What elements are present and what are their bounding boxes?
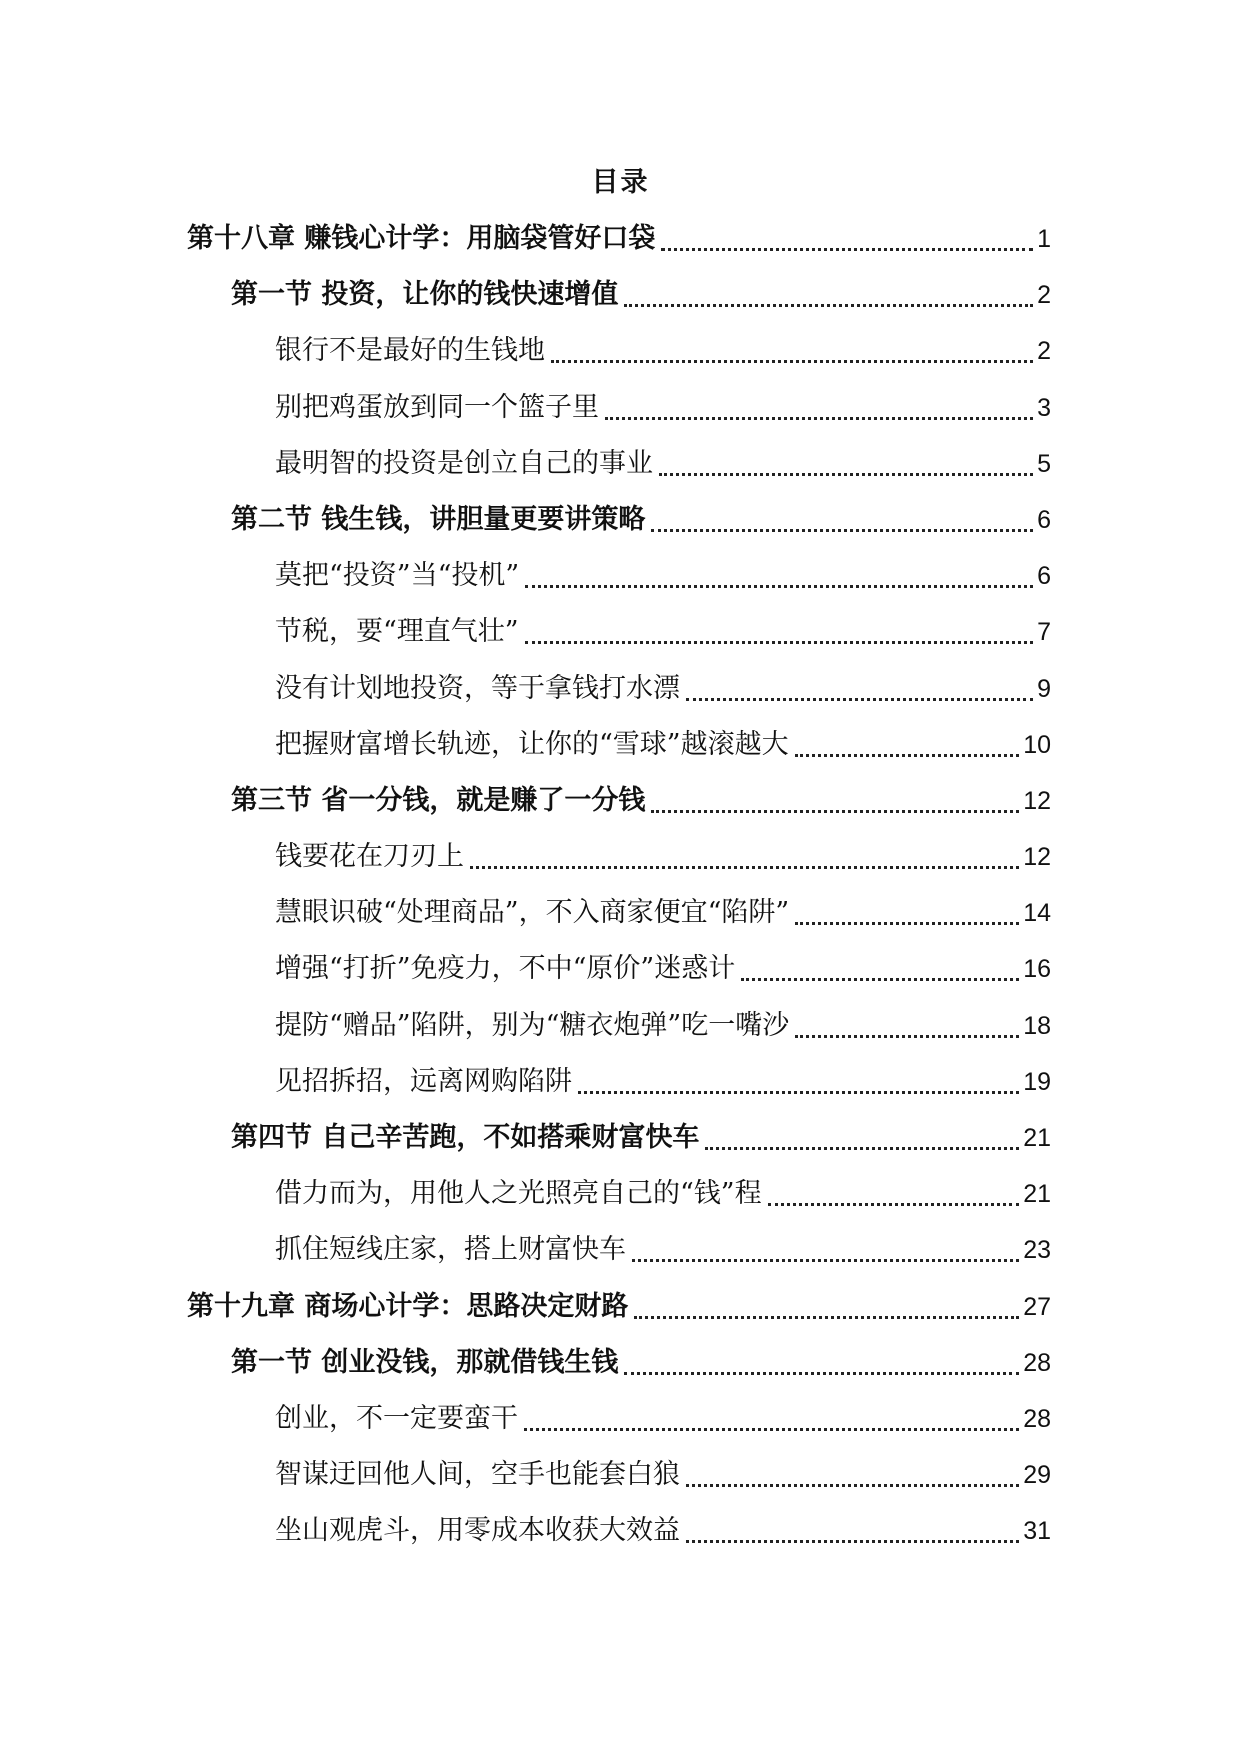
dot-leader: [649, 784, 1023, 818]
toc-entry-text: 抓住短线庄家，搭上财富快车: [275, 1234, 626, 1266]
toc-entry-text: 借力而为，用他人之光照亮自己的“钱”程: [275, 1178, 762, 1210]
toc-page-number: 18: [1023, 1011, 1051, 1040]
toc-chapter-entry[interactable]: [187, 222, 1051, 278]
toc-subsection-entry[interactable]: [275, 1233, 1051, 1289]
toc-page-number: 16: [1023, 955, 1051, 984]
dot-leader: [739, 952, 1023, 986]
dot-leader: [766, 1177, 1024, 1211]
toc-entry-text: 智谋迂回他人间，空手也能套白狼: [275, 1459, 680, 1491]
toc-page-number: 29: [1023, 1461, 1051, 1490]
toc-page-number: 31: [1023, 1517, 1051, 1546]
dot-leader: [793, 1009, 1023, 1043]
toc-entry-text: 提防“赠品”陷阱，别为“糖衣炮弹”吃一嘴沙: [275, 1009, 790, 1041]
dot-leader: [523, 615, 1037, 649]
dot-leader: [649, 503, 1037, 537]
toc-entry-text: 钱要花在刀刃上: [275, 841, 464, 873]
toc-section-entry[interactable]: [231, 1121, 1051, 1177]
toc-page-number: 6: [1037, 505, 1051, 534]
dot-leader: [684, 672, 1037, 706]
toc-subsection-entry[interactable]: [275, 896, 1051, 952]
toc-page-number: 3: [1037, 393, 1051, 422]
dot-leader: [468, 840, 1023, 874]
toc-page-number: 7: [1037, 618, 1051, 647]
toc-page-number: 28: [1023, 1348, 1051, 1377]
toc-entry-text: 第一节 投资，让你的钱快速增值: [231, 279, 619, 311]
toc-page-number: 27: [1023, 1292, 1051, 1321]
toc-subsection-entry[interactable]: [275, 334, 1051, 390]
toc-page-number: 12: [1023, 843, 1051, 872]
dot-leader: [684, 1458, 1023, 1492]
toc-entry-text: 把握财富增长轨迹，让你的“雪球”越滚越大: [275, 728, 789, 760]
toc-page-number: 14: [1023, 899, 1051, 928]
toc-subsection-entry[interactable]: [275, 840, 1051, 896]
toc-subsection-entry[interactable]: [275, 559, 1051, 615]
toc-page-number: 2: [1037, 337, 1051, 366]
toc-section-entry[interactable]: [231, 1346, 1051, 1402]
toc-page-number: 23: [1023, 1236, 1051, 1265]
dot-leader: [576, 1065, 1023, 1099]
toc-entry-text: 莫把“投资”当“投机”: [275, 560, 520, 592]
dot-leader: [632, 1290, 1023, 1324]
toc-page-number: 21: [1023, 1124, 1051, 1152]
toc-subsection-entry[interactable]: [275, 447, 1051, 503]
toc-page-number: 1: [1037, 225, 1051, 253]
toc-entry-text: 节税，要“理直气壮”: [275, 616, 519, 648]
toc-entry-text: 没有计划地投资，等于拿钱打水漂: [275, 672, 680, 704]
dot-leader: [622, 278, 1037, 312]
toc-section-entry[interactable]: [231, 278, 1051, 334]
toc-entry-text: 增强“打折”免疫力，不中“原价”迷惑计: [275, 953, 736, 985]
toc-entry-text: 第十九章 商场心计学：思路决定财路: [187, 1290, 629, 1322]
dot-leader: [522, 1402, 1023, 1436]
dot-leader: [793, 728, 1024, 762]
toc-page-number: 10: [1023, 730, 1051, 759]
dot-leader: [659, 222, 1037, 256]
toc-chapter-entry[interactable]: [187, 1290, 1051, 1346]
toc-section-entry[interactable]: [231, 503, 1051, 559]
toc-page-number: 19: [1023, 1067, 1051, 1096]
dot-leader: [622, 1346, 1023, 1380]
toc-section-entry[interactable]: [231, 784, 1051, 840]
dot-leader: [657, 447, 1037, 481]
toc-subsection-entry[interactable]: [275, 672, 1051, 728]
toc-subsection-entry[interactable]: [275, 1065, 1051, 1121]
toc-page-number: 28: [1023, 1404, 1051, 1433]
toc-entry-text: 坐山观虎斗，用零成本收获大效益: [275, 1515, 680, 1547]
toc-entry-text: 见招拆招，远离网购陷阱: [275, 1065, 572, 1097]
toc-page-number: 5: [1037, 449, 1051, 478]
toc-page-number: 12: [1023, 786, 1051, 815]
toc-subsection-entry[interactable]: [275, 1514, 1051, 1570]
dot-leader: [793, 896, 1023, 930]
dot-leader: [630, 1233, 1023, 1267]
toc-entry-text: 别把鸡蛋放到同一个篮子里: [275, 391, 599, 423]
toc-subsection-entry[interactable]: [275, 391, 1051, 447]
toc-entry-text: 创业，不一定要蛮干: [275, 1402, 518, 1434]
toc-subsection-entry[interactable]: [275, 1458, 1051, 1514]
toc-subsection-entry[interactable]: [275, 615, 1051, 671]
table-of-contents: [0, 222, 1241, 1571]
toc-entry-text: 最明智的投资是创立自己的事业: [275, 447, 653, 479]
page-title: 目录: [591, 167, 650, 198]
toc-subsection-entry[interactable]: [275, 1009, 1051, 1065]
toc-page-number: 6: [1037, 562, 1051, 591]
toc-entry-text: 第四节 自己辛苦跑，不如搭乘财富快车: [231, 1122, 700, 1153]
toc-subsection-entry[interactable]: [275, 1402, 1051, 1458]
toc-subsection-entry[interactable]: [275, 1177, 1051, 1233]
dot-leader: [549, 334, 1037, 368]
toc-page-number: 9: [1037, 674, 1051, 703]
dot-leader: [603, 391, 1037, 425]
toc-entry-text: 第二节 钱生钱，讲胆量更要讲策略: [231, 503, 646, 535]
toc-subsection-entry[interactable]: [275, 728, 1051, 784]
toc-entry-text: 慧眼识破“处理商品”，不入商家便宜“陷阱”: [275, 897, 790, 929]
toc-page-number: 2: [1037, 281, 1051, 310]
toc-subsection-entry[interactable]: [275, 952, 1051, 1008]
toc-page-number: 21: [1023, 1180, 1051, 1209]
toc-entry-text: 第三节 省一分钱，就是赚了一分钱: [231, 784, 646, 816]
dot-leader: [703, 1121, 1023, 1155]
dot-leader: [523, 559, 1037, 593]
toc-entry-text: 银行不是最好的生钱地: [275, 335, 545, 367]
dot-leader: [684, 1514, 1023, 1548]
toc-entry-text: 第一节 创业没钱，那就借钱生钱: [231, 1346, 619, 1378]
toc-entry-text: 第十八章 赚钱心计学：用脑袋管好口袋: [187, 223, 656, 254]
